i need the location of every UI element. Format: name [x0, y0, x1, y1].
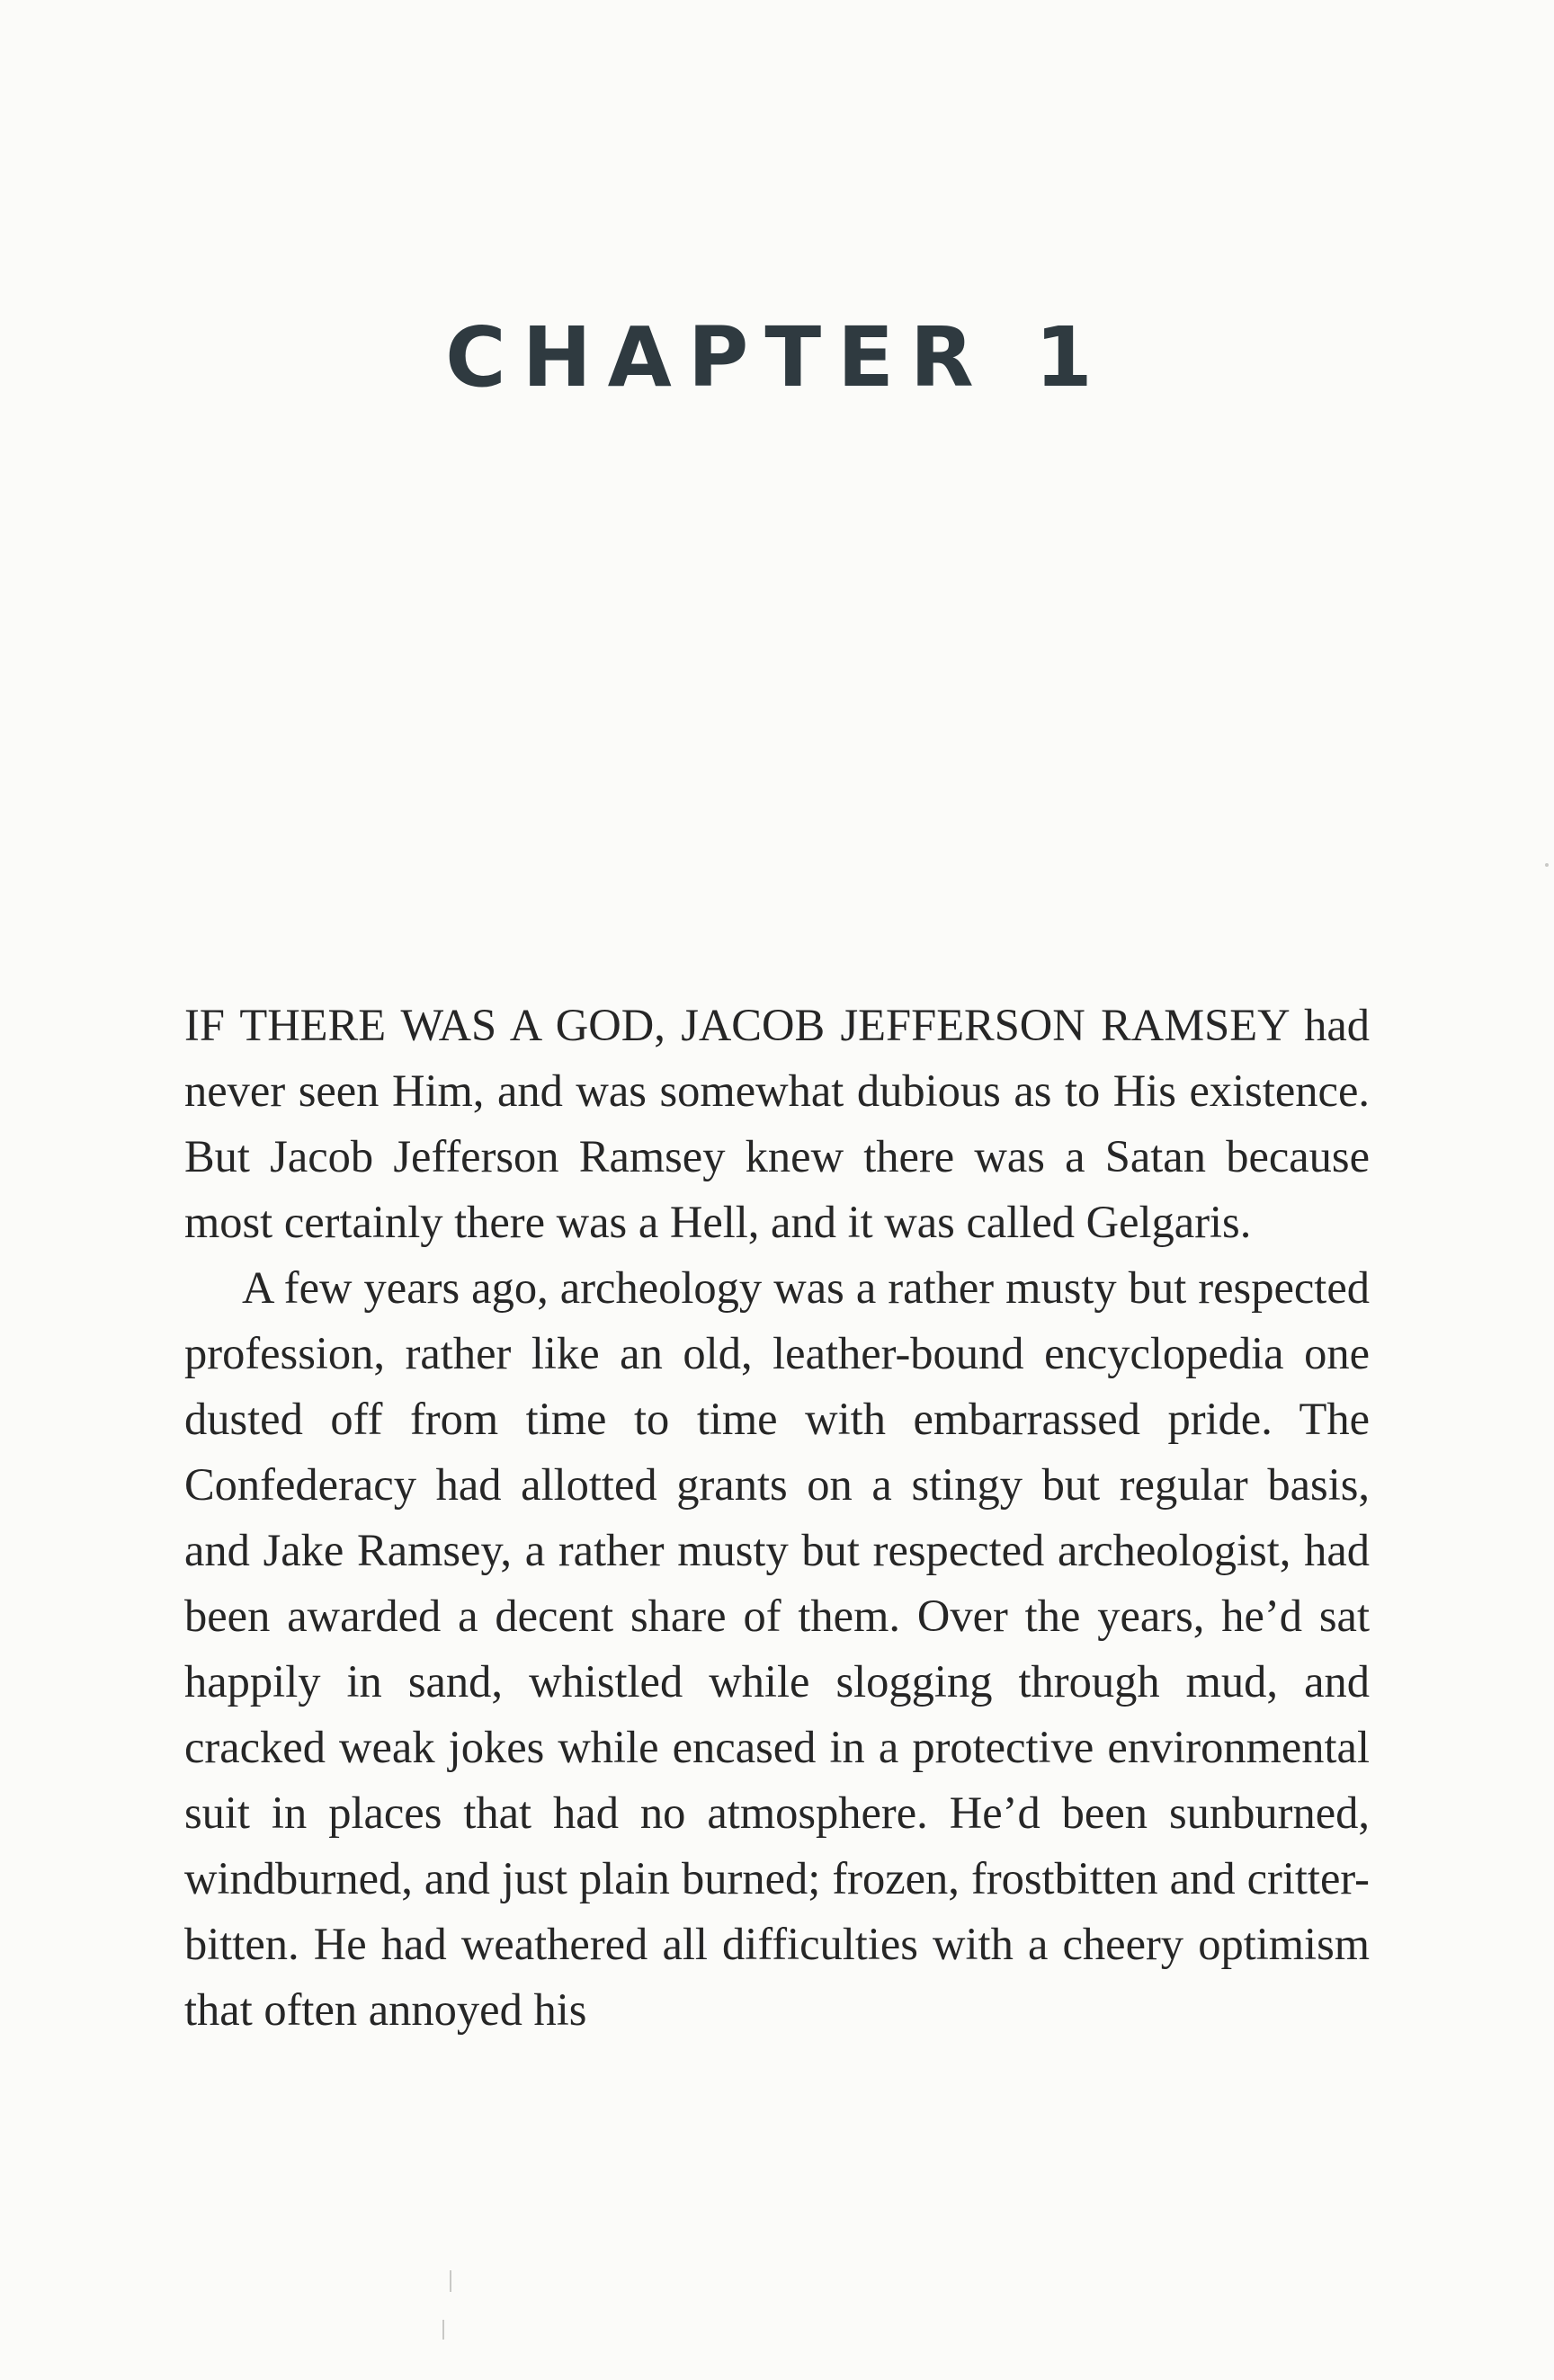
scan-mark — [450, 2270, 451, 2292]
body-paragraph: A few years ago, archeology was a rather musty but respected profession, rather like an old, leather-bound encyclopedia one dusted off from time to time with embarrassed pride. The Confederacy had allotted grants on a stingy but regular basis, and Jake Ramsey, a rather musty but respected archeologist, had been awarded a decent share of them. Over the years, he’d sat happily in sand, whistled while slogging through mud, and cracked weak jokes while encased in a protective environmental suit in places that had no atmosphere. He’d been sunburned, windburned, and just plain burned; frozen, frostbitten and critter-bitten. He had weathered all difficulties with a cheery optimism that often annoyed his — [184, 1262, 1370, 2035]
chapter-body — [184, 993, 1370, 2043]
scan-mark — [442, 2320, 444, 2340]
opening-paragraph: IF THERE WAS A GOD, JACOB JEFFERSON RAMSEY had never seen Him, and was somewhat dubious as to His existence. But Jacob Jefferson Ramsey knew there was a Satan because most certainly there was a Hell, and it was called Gelgaris. — [184, 1000, 1370, 1247]
scan-mark — [1545, 863, 1549, 867]
chapter-heading: CHAPTER 1 — [445, 309, 1109, 406]
